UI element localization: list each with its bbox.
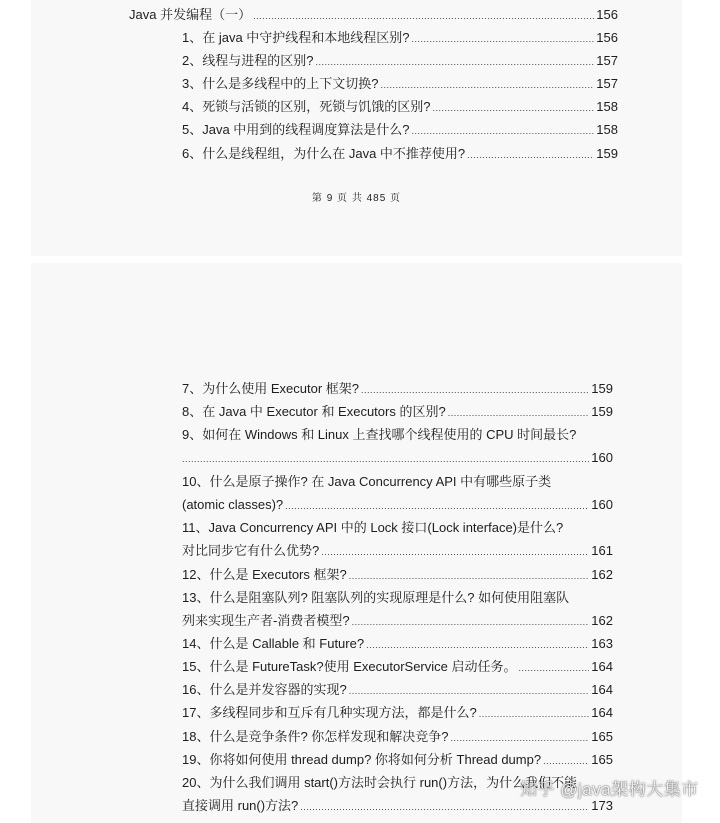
zhihu-watermark: 知乎 @java架构大集市 xyxy=(520,780,699,799)
toc-entry-line[interactable]: 10、什么是原子操作? 在 Java Concurrency API 中有哪些原子类 xyxy=(182,474,552,489)
toc-entry-line[interactable]: 9、如何在 Windows 和 Linux 上查找哪个线程使用的 CPU 时间最长? xyxy=(182,427,577,442)
toc-entry-line[interactable]: 20、为什么我们调用 start()方法时会执行 run()方法，为什么我们不能 xyxy=(182,775,578,790)
toc-entry[interactable]: 16、什么是并发容器的实现? ..... 164 xyxy=(182,681,613,700)
toc-section-heading[interactable]: Java 并发编程（一） ..... 156 xyxy=(129,6,618,25)
toc-entry-continuation[interactable]: (atomic classes)? ..... 160 xyxy=(182,496,613,515)
toc-entry[interactable]: 15、什么是 FutureTask?使用 ExecutorService 启动任务。 ..... 164 xyxy=(182,658,613,677)
toc-entry[interactable]: 4、死锁与活锁的区别，死锁与饥饿的区别? ..... 158 xyxy=(182,98,618,117)
toc-entry[interactable]: 5、Java 中用到的线程调度算法是什么? ..... 158 xyxy=(182,121,618,140)
toc-entry-continuation[interactable]: 对比同步它有什么优势? ..... 161 xyxy=(182,542,613,561)
toc-entry[interactable]: 14、什么是 Callable 和 Future? ..... 163 xyxy=(182,635,613,654)
toc-entry-continuation[interactable]: ..... 160 xyxy=(182,449,613,468)
toc-entry-line[interactable]: 11、Java Concurrency API 中的 Lock 接口(Lock interface)是什么? xyxy=(182,520,564,535)
toc-entry[interactable]: 7、为什么使用 Executor 框架? ..... 159 xyxy=(182,380,613,399)
toc-entry[interactable]: 17、多线程同步和互斥有几种实现方法，都是什么? ..... 164 xyxy=(182,704,613,723)
document-page-2 xyxy=(31,263,682,823)
toc-entry[interactable]: 2、线程与进程的区别? ..... 157 xyxy=(182,52,618,71)
toc-entry[interactable]: 1、在 java 中守护线程和本地线程区别? ..... 156 xyxy=(182,29,618,48)
toc-entry[interactable]: 12、什么是 Executors 框架? ..... 162 xyxy=(182,566,613,585)
toc-entry-continuation[interactable]: 列来实现生产者-消费者模型? ..... 162 xyxy=(182,612,613,631)
toc-entry-line[interactable]: 13、什么是阻塞队列? 阻塞队列的实现原理是什么? 如何使用阻塞队 xyxy=(182,590,570,605)
toc-entry[interactable]: 8、在 Java 中 Executor 和 Executors 的区别? ..... 159 xyxy=(182,403,613,422)
toc-entry-continuation[interactable]: 直接调用 run()方法? ..... 173 xyxy=(182,797,613,816)
toc-entry[interactable]: 19、你将如何使用 thread dump? 你将如何分析 Thread dump? ..... 165 xyxy=(182,751,613,770)
page-footer: 第 9 页 共 485 页 xyxy=(311,193,402,204)
toc-entry[interactable]: 18、什么是竞争条件? 你怎样发现和解决竞争? ..... 165 xyxy=(182,728,613,747)
toc-entry[interactable]: 6、什么是线程组，为什么在 Java 中不推荐使用? ..... 159 xyxy=(182,145,618,164)
document-page-1 xyxy=(31,0,682,256)
toc-entry[interactable]: 3、什么是多线程中的上下文切换? ..... 157 xyxy=(182,75,618,94)
